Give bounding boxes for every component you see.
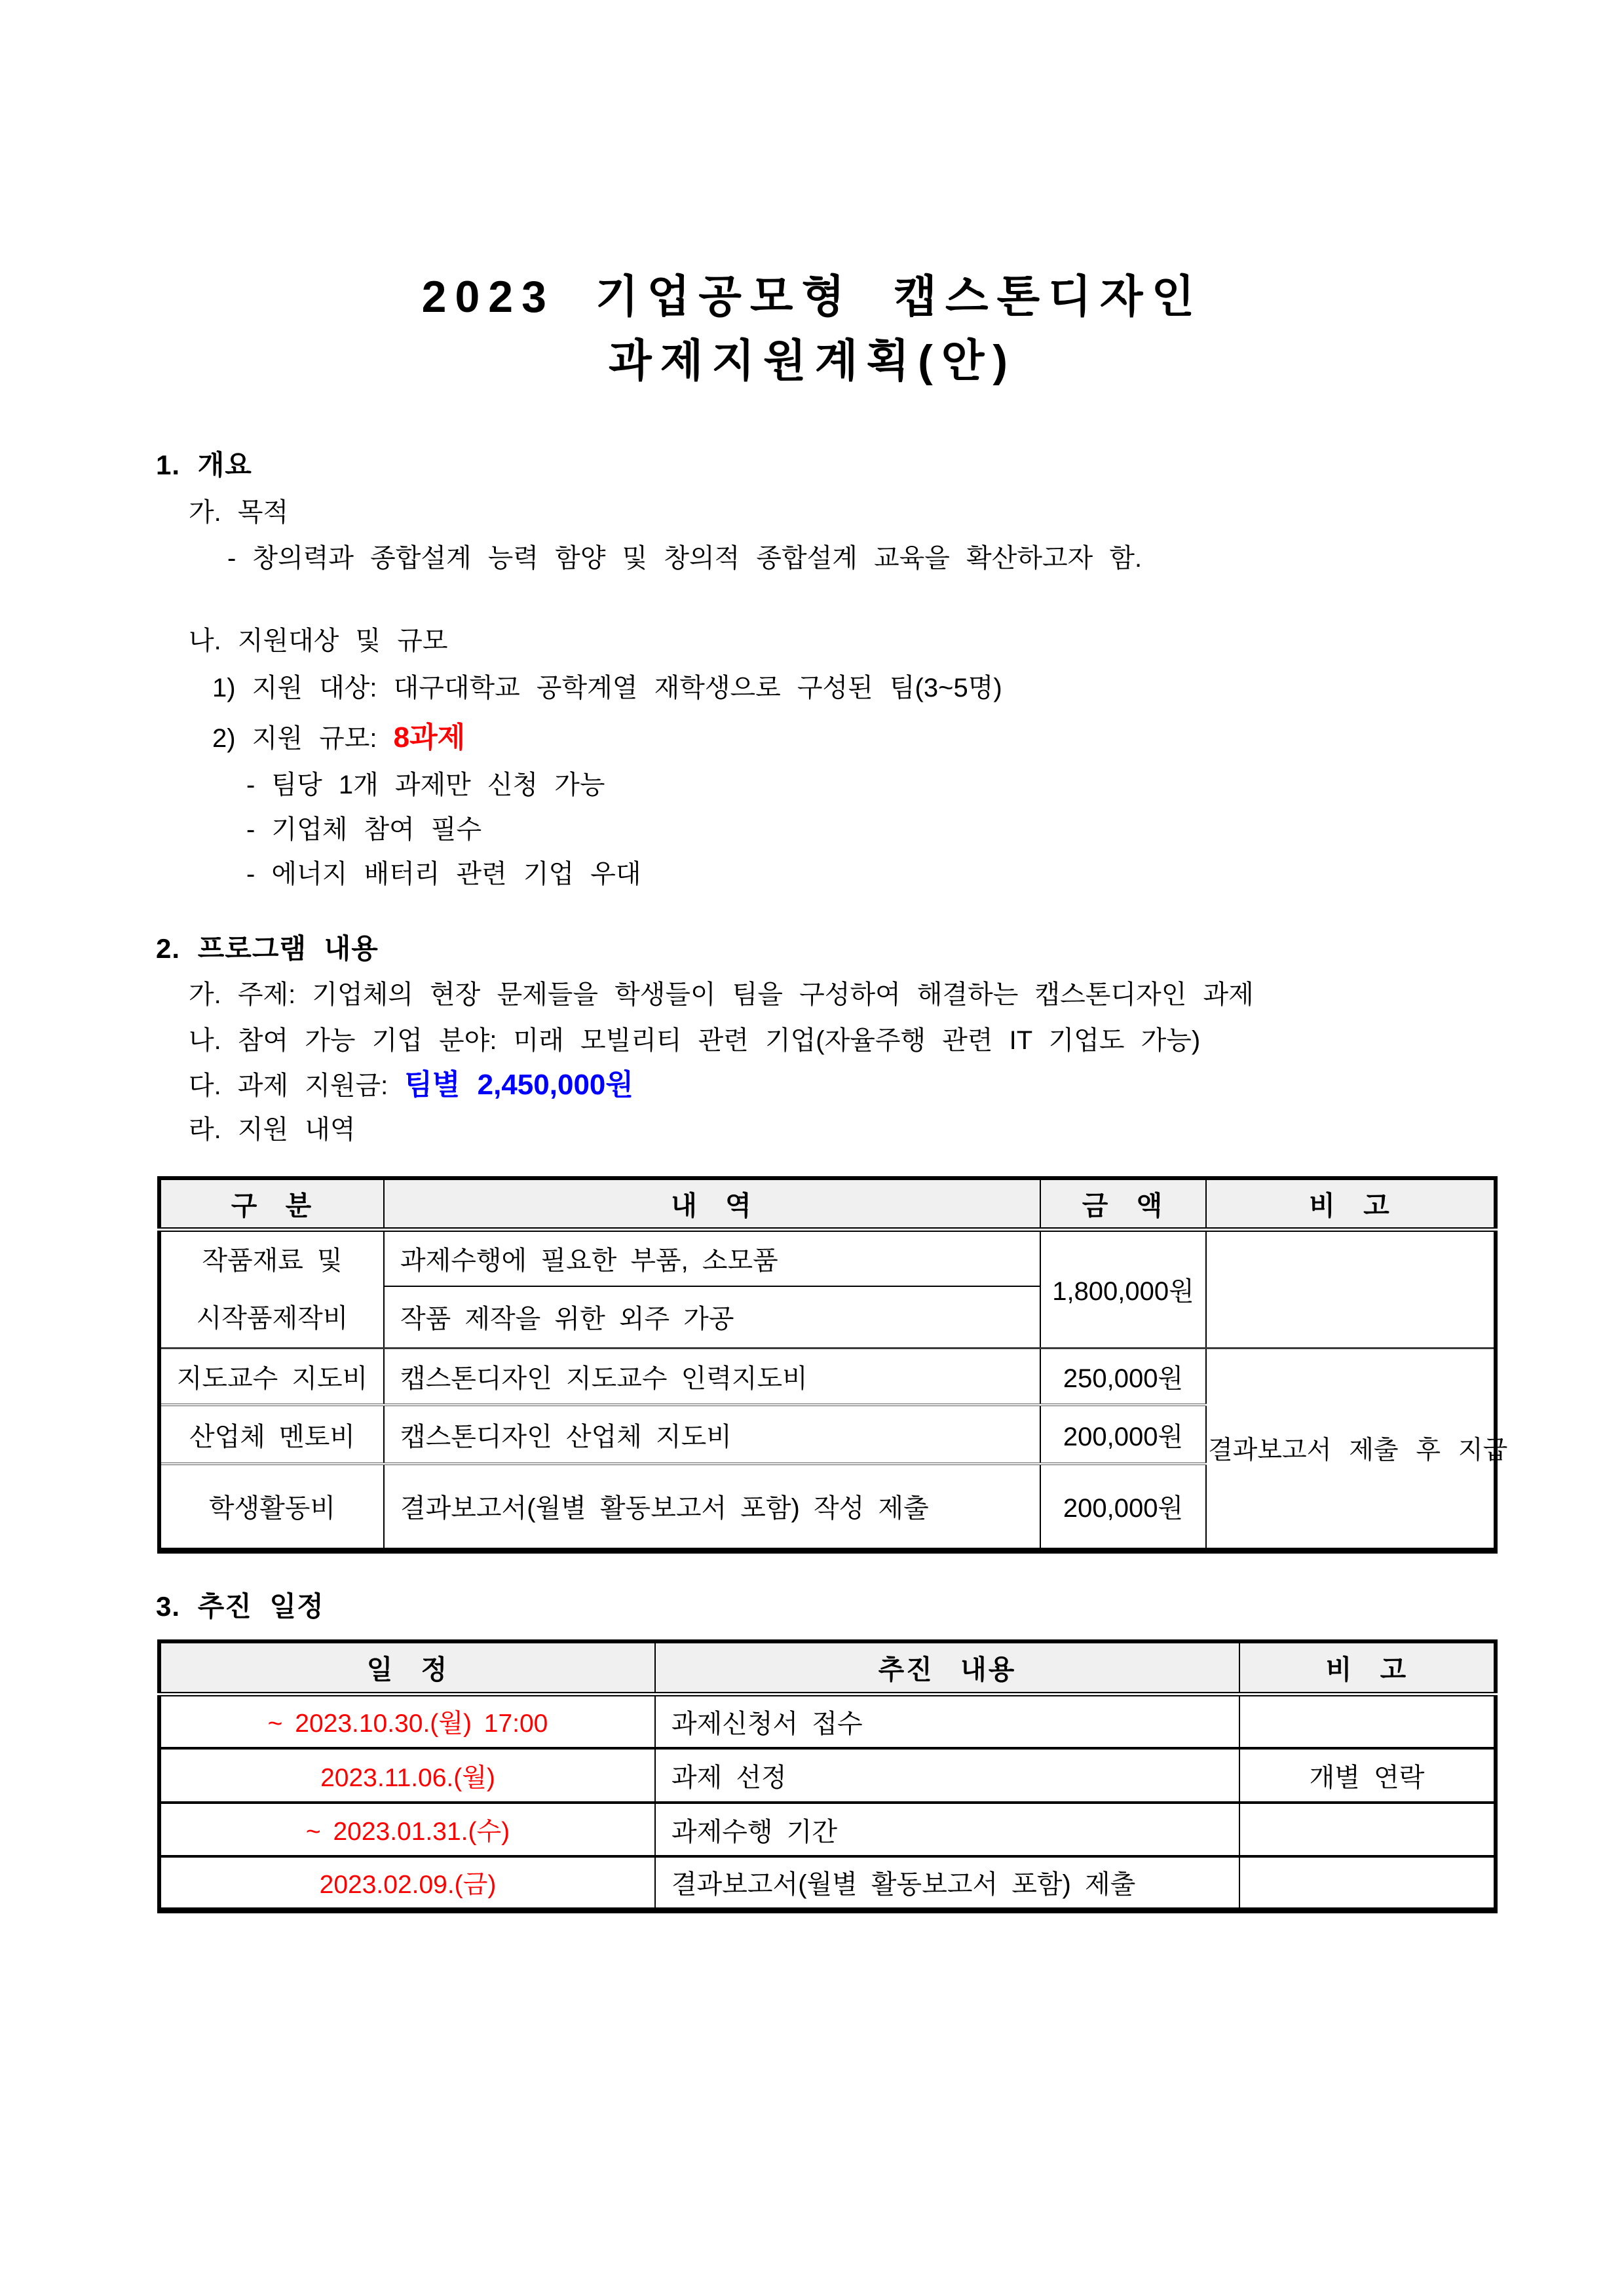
target-item-2 [212, 719, 465, 756]
section-2-heading: 2. 프로그램 내용 [156, 933, 379, 964]
schedule-content-execution: 과제수행 기간 [655, 1803, 1239, 1856]
purpose-label: 가. 목적 [189, 498, 289, 527]
target-label: 나. 지원대상 및 규모 [189, 626, 448, 655]
support-category-professor: 지도교수 지도비 [159, 1348, 384, 1405]
support-detail-outsourcing: 작품 제작을 위한 외주 가공 [384, 1286, 1040, 1348]
support-header-note: 비 고 [1206, 1178, 1496, 1229]
schedule-header-note: 비 고 [1239, 1641, 1496, 1694]
table-row [159, 1748, 1496, 1803]
schedule-content-application: 과제신청서 접수 [655, 1694, 1239, 1748]
document-title-line1: 2023 기업공모형 캡스톤디자인 [421, 272, 1203, 322]
schedule-note-selection: 개별 연락 [1239, 1748, 1496, 1803]
target-item-1: 1) 지원 대상: 대구대학교 공학계열 재학생으로 구성된 팀(3~5명) [212, 674, 1002, 702]
support-detail-professor: 캡스톤디자인 지도교수 인력지도비 [384, 1348, 1040, 1405]
table-row [159, 1856, 1496, 1910]
scale-prefix: 2) 지원 규모: [212, 724, 394, 753]
program-field: 나. 참여 가능 기업 분야: 미래 모빌리티 관련 기업(자율주행 관련 IT 기업도 가능) [189, 1026, 1201, 1055]
support-amount-professor: 250,000원 [1040, 1348, 1206, 1405]
scale-subitem-3: - 에너지 배터리 관련 기업 우대 [246, 860, 641, 889]
schedule-date-execution: ~ 2023.01.31.(수) [159, 1803, 655, 1856]
schedule-date-report: 2023.02.09.(금) [159, 1856, 655, 1910]
program-detail-label: 라. 지원 내역 [189, 1115, 356, 1144]
table-row [159, 1348, 1496, 1405]
schedule-table-header-row [159, 1641, 1496, 1694]
support-header-category: 구 분 [159, 1178, 384, 1229]
scale-highlight: 8과제 [393, 721, 466, 754]
fund-highlight: 팀별 2,450,000원 [404, 1069, 633, 1101]
purpose-item: - 창의력과 종합설계 능력 함양 및 창의적 종합설계 교육을 확산하고자 함. [227, 544, 1142, 573]
support-detail-student: 결과보고서(월별 활동보고서 포함) 작성 제출 [384, 1464, 1040, 1550]
support-category-materials [159, 1229, 384, 1348]
schedule-table [157, 1639, 1498, 1913]
support-category-materials-line1: 작품재료 및 [202, 1246, 343, 1275]
support-table-header-row [159, 1178, 1496, 1229]
schedule-date-application: ~ 2023.10.30.(월) 17:00 [159, 1694, 655, 1748]
schedule-note-application [1239, 1694, 1496, 1748]
support-amount-mentor: 200,000원 [1040, 1405, 1206, 1464]
schedule-content-selection: 과제 선정 [655, 1748, 1239, 1803]
support-detail-parts: 과제수행에 필요한 부품, 소모품 [384, 1229, 1040, 1286]
support-detail-table [157, 1176, 1508, 1554]
schedule-header-content: 추진 내용 [655, 1641, 1239, 1694]
support-amount-materials: 1,800,000원 [1040, 1229, 1206, 1348]
document-title-line2: 과제지원계획(안) [608, 336, 1017, 386]
program-topic: 가. 주제: 기업체의 현장 문제들을 학생들이 팀을 구성하여 해결하는 캡스톤디자인 과제 [189, 980, 1254, 1009]
support-category-materials-line2: 시작품제작비 [196, 1303, 349, 1333]
support-amount-student: 200,000원 [1040, 1464, 1206, 1550]
support-header-detail: 내 역 [384, 1178, 1040, 1229]
schedule-content-report: 결과보고서(월별 활동보고서 포함) 제출 [655, 1856, 1239, 1910]
support-detail-mentor: 캡스톤디자인 산업체 지도비 [384, 1405, 1040, 1464]
table-row [159, 1229, 1496, 1286]
document-title [66, 265, 1559, 393]
support-header-amount: 금 액 [1040, 1178, 1206, 1229]
schedule-note-report [1239, 1856, 1496, 1910]
scale-subitem-2: - 기업체 참여 필수 [246, 815, 482, 844]
section-1-heading: 1. 개요 [156, 450, 252, 480]
table-row [159, 1803, 1496, 1856]
schedule-header-date: 일 정 [159, 1641, 655, 1694]
fund-prefix: 다. 과제 지원금: [189, 1071, 405, 1100]
support-note-empty [1206, 1229, 1496, 1348]
section-3-heading: 3. 추진 일정 [156, 1591, 324, 1622]
schedule-date-selection: 2023.11.06.(월) [159, 1748, 655, 1803]
support-category-student: 학생활동비 [159, 1464, 384, 1550]
support-note-span: 결과보고서 제출 후 지급 [1206, 1348, 1496, 1550]
scale-subitem-1: - 팀당 1개 과제만 신청 가능 [246, 771, 605, 799]
program-fund [189, 1067, 633, 1103]
schedule-note-execution [1239, 1803, 1496, 1856]
table-row [159, 1694, 1496, 1748]
support-category-mentor: 산업체 멘토비 [159, 1405, 384, 1464]
